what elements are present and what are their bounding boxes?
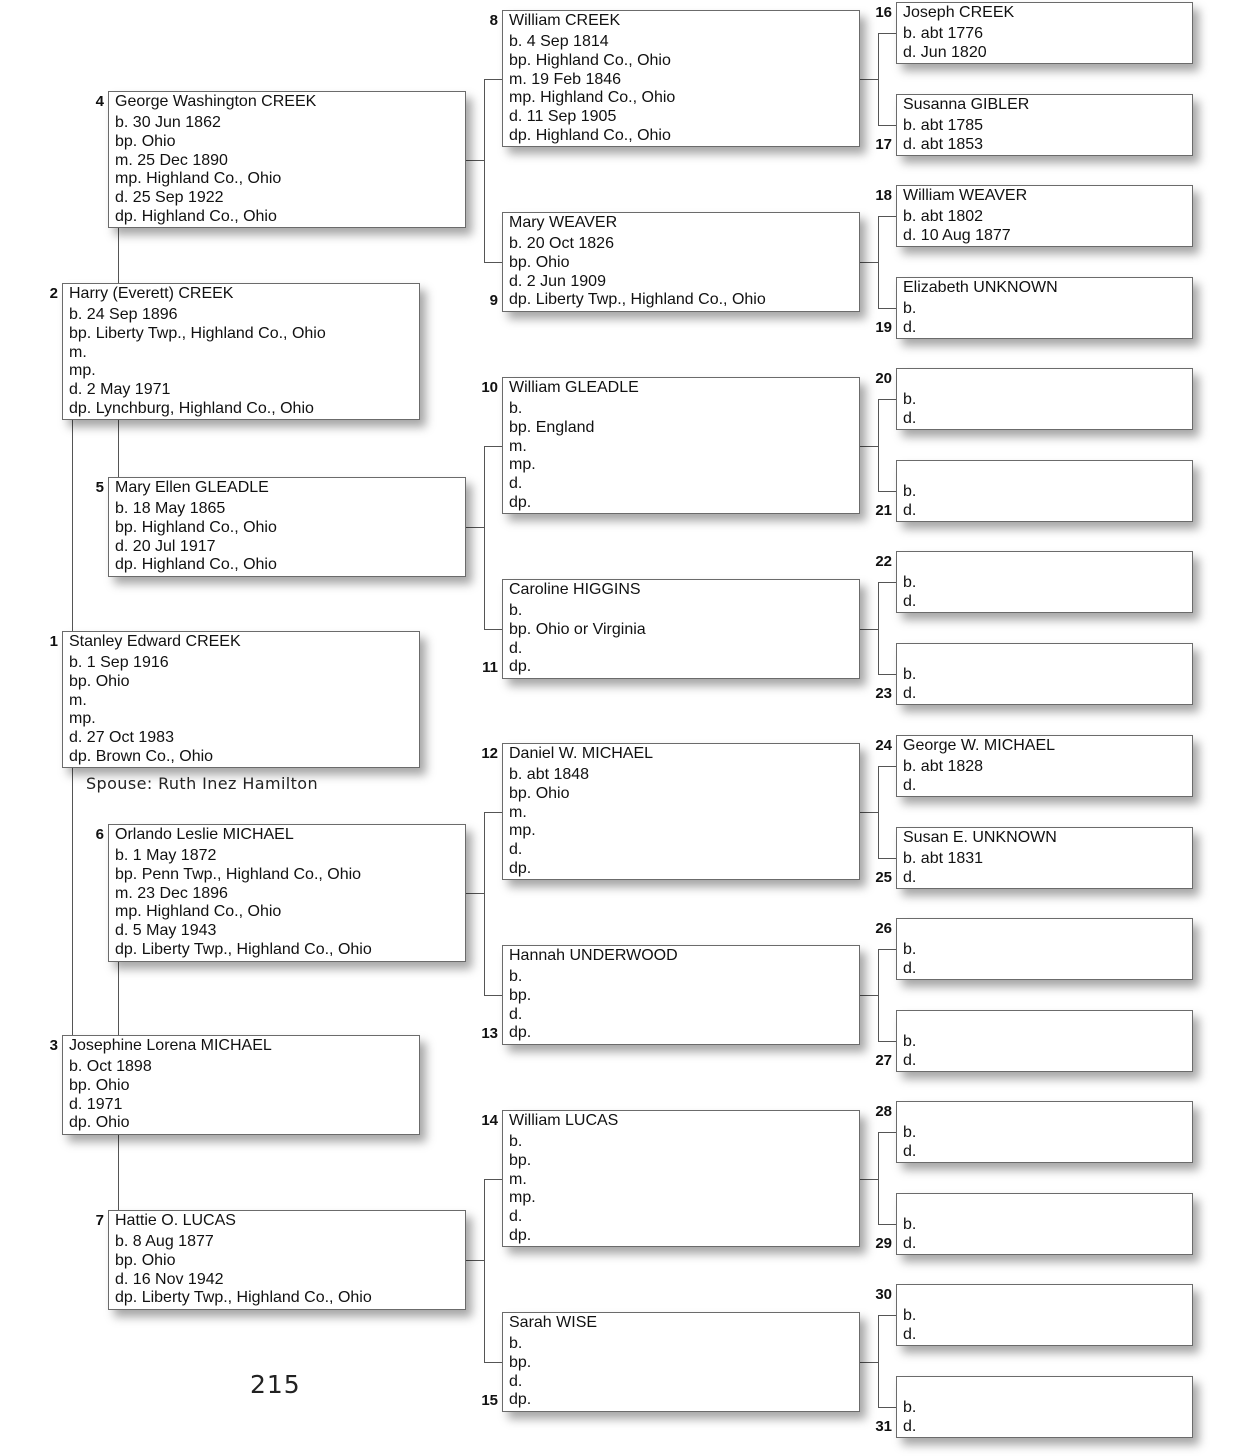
ahnentafel-number: 9 bbox=[489, 292, 498, 309]
person-fact: b. 8 Aug 1877 bbox=[115, 1233, 214, 1250]
person-fact: m. bbox=[509, 437, 527, 455]
person-box[interactable] bbox=[62, 631, 420, 768]
ahnentafel-number: 1 bbox=[49, 633, 58, 650]
person-box[interactable] bbox=[502, 743, 860, 880]
ahnentafel-number: 8 bbox=[489, 12, 498, 29]
person-fact: b. Oct 1898 bbox=[69, 1058, 152, 1075]
person-fact: d. 1971 bbox=[69, 1095, 123, 1113]
person-box[interactable] bbox=[502, 945, 860, 1045]
person-fact: b. bbox=[903, 1216, 917, 1233]
person-fact: b. bbox=[509, 1335, 523, 1352]
connector-line bbox=[878, 33, 896, 34]
person-name: Josephine Lorena MICHAEL bbox=[69, 1037, 272, 1054]
person-name bbox=[903, 462, 1192, 483]
person-fact: mp. Highland Co., Ohio bbox=[115, 903, 282, 921]
person-box[interactable] bbox=[896, 1193, 1193, 1255]
person-name bbox=[903, 645, 1192, 666]
person-fact: d. 27 Oct 1983 bbox=[69, 729, 174, 747]
connector-line bbox=[878, 1315, 879, 1407]
person-box[interactable] bbox=[896, 460, 1193, 522]
person-name: George W. MICHAEL bbox=[903, 737, 1056, 754]
person-fact: d. 16 Nov 1942 bbox=[115, 1270, 224, 1288]
person-fact: b. abt 1802 bbox=[903, 208, 984, 225]
person-fact: bp. Ohio bbox=[115, 132, 176, 150]
person-fact: m. bbox=[509, 1170, 527, 1188]
person-fact: dp. bbox=[509, 1226, 532, 1244]
person-fact: b. bbox=[509, 1133, 523, 1150]
person-fact: bp. Highland Co., Ohio bbox=[509, 51, 671, 69]
ahnentafel-number: 10 bbox=[481, 379, 498, 396]
person-fact: mp. bbox=[509, 456, 536, 474]
person-fact: mp. Highland Co., Ohio bbox=[115, 170, 282, 188]
person-fact: b. bbox=[903, 1307, 917, 1324]
person-box[interactable] bbox=[502, 1312, 860, 1412]
ahnentafel-number: 6 bbox=[95, 826, 104, 843]
person-fact: bp. England bbox=[509, 418, 595, 436]
spouse-line: Spouse: Ruth Inez Hamilton bbox=[86, 774, 319, 793]
person-fact: bp. bbox=[509, 986, 532, 1004]
person-fact: b. abt 1828 bbox=[903, 758, 984, 775]
ahnentafel-number: 28 bbox=[875, 1103, 892, 1120]
person-fact: d. abt 1853 bbox=[903, 135, 984, 153]
person-box[interactable] bbox=[896, 551, 1193, 613]
connector-line bbox=[878, 399, 896, 400]
ahnentafel-number: 19 bbox=[875, 319, 892, 336]
person-name: Mary WEAVER bbox=[509, 214, 618, 231]
connector-line bbox=[860, 995, 878, 996]
connector-line bbox=[466, 1260, 484, 1261]
connector-line bbox=[466, 160, 484, 161]
ahnentafel-number: 29 bbox=[875, 1235, 892, 1252]
connector-line bbox=[466, 527, 484, 528]
person-name: Caroline HIGGINS bbox=[509, 581, 641, 598]
person-fact: b. abt 1776 bbox=[903, 25, 984, 42]
person-fact: d. bbox=[903, 1051, 917, 1069]
person-fact: d. 5 May 1943 bbox=[115, 922, 217, 940]
person-fact: bp. Ohio bbox=[115, 1251, 176, 1269]
connector-line bbox=[860, 1179, 878, 1180]
person-box[interactable] bbox=[896, 277, 1193, 339]
connector-line bbox=[484, 812, 502, 813]
person-fact: dp. Highland Co., Ohio bbox=[115, 556, 277, 574]
person-box[interactable] bbox=[896, 1010, 1193, 1072]
person-name: Elizabeth UNKNOWN bbox=[903, 279, 1058, 296]
person-name: Harry (Everett) CREEK bbox=[69, 285, 234, 302]
person-name bbox=[903, 553, 1192, 574]
person-name bbox=[903, 920, 1192, 941]
connector-line bbox=[118, 420, 119, 477]
connector-line bbox=[118, 1134, 119, 1210]
person-box[interactable] bbox=[896, 368, 1193, 430]
connector-line bbox=[878, 308, 896, 309]
person-fact: mp. bbox=[509, 822, 536, 840]
person-box[interactable] bbox=[896, 918, 1193, 980]
person-fact: dp. Lynchburg, Highland Co., Ohio bbox=[69, 399, 314, 417]
person-box[interactable] bbox=[896, 1101, 1193, 1163]
connector-line bbox=[860, 1362, 878, 1363]
person-fact: mp. Highland Co., Ohio bbox=[509, 89, 676, 107]
person-fact: d. 10 Aug 1877 bbox=[903, 226, 1011, 244]
connector-line bbox=[484, 1179, 485, 1362]
person-box[interactable] bbox=[502, 1110, 860, 1247]
person-box[interactable] bbox=[108, 91, 466, 228]
person-fact: bp. Ohio bbox=[69, 1076, 130, 1094]
connector-line bbox=[860, 446, 878, 447]
person-name: Sarah WISE bbox=[509, 1314, 598, 1331]
person-fact: m. bbox=[509, 803, 527, 821]
person-name: Daniel W. MICHAEL bbox=[509, 745, 654, 762]
connector-line bbox=[484, 446, 502, 447]
person-fact: b. abt 1831 bbox=[903, 850, 984, 867]
person-fact: d. bbox=[903, 1234, 917, 1252]
person-fact: d. bbox=[509, 475, 523, 493]
person-fact: dp. bbox=[509, 1391, 532, 1409]
person-fact: b. bbox=[903, 1399, 917, 1416]
person-fact: dp. bbox=[509, 493, 532, 511]
ahnentafel-number: 14 bbox=[481, 1112, 498, 1129]
connector-line bbox=[860, 629, 878, 630]
connector-line bbox=[484, 1362, 502, 1363]
person-name: Stanley Edward CREEK bbox=[69, 633, 241, 650]
person-box[interactable] bbox=[896, 185, 1193, 247]
person-fact: bp. Highland Co., Ohio bbox=[115, 518, 277, 536]
person-fact: b. abt 1785 bbox=[903, 117, 984, 134]
connector-line bbox=[878, 125, 896, 126]
person-fact: d. bbox=[903, 868, 917, 886]
person-box[interactable] bbox=[896, 1376, 1193, 1438]
person-fact: b. abt 1848 bbox=[509, 766, 590, 783]
ahnentafel-number: 21 bbox=[875, 502, 892, 519]
ahnentafel-number: 13 bbox=[481, 1025, 498, 1042]
connector-line bbox=[878, 582, 879, 674]
person-name bbox=[903, 1103, 1192, 1124]
person-fact: mp. bbox=[509, 1189, 536, 1207]
connector-line bbox=[878, 582, 896, 583]
person-name bbox=[903, 1286, 1192, 1307]
person-fact: d. bbox=[903, 318, 917, 336]
person-name: George Washington CREEK bbox=[115, 93, 317, 110]
person-fact: d. bbox=[903, 776, 917, 794]
connector-line bbox=[878, 766, 879, 858]
person-fact: b. bbox=[903, 666, 917, 683]
person-fact: d. 20 Jul 1917 bbox=[115, 537, 216, 555]
person-box[interactable] bbox=[62, 1035, 420, 1135]
person-fact: b. 1 May 1872 bbox=[115, 847, 217, 864]
person-box[interactable] bbox=[502, 10, 860, 147]
person-fact: dp. bbox=[509, 1024, 532, 1042]
person-fact: d. bbox=[903, 592, 917, 610]
connector-line bbox=[878, 1132, 879, 1224]
person-fact: d. 2 May 1971 bbox=[69, 381, 171, 399]
person-fact: b. bbox=[509, 400, 523, 417]
ahnentafel-number: 2 bbox=[49, 285, 58, 302]
connector-line bbox=[878, 766, 896, 767]
person-fact: b. bbox=[903, 1033, 917, 1050]
person-fact: dp. bbox=[509, 859, 532, 877]
person-fact: d. bbox=[509, 639, 523, 657]
ahnentafel-number: 22 bbox=[875, 553, 892, 570]
ahnentafel-number: 25 bbox=[875, 869, 892, 886]
person-box[interactable] bbox=[896, 643, 1193, 705]
connector-line bbox=[484, 1179, 502, 1180]
person-fact: mp. bbox=[69, 362, 96, 380]
person-name bbox=[903, 370, 1192, 391]
ahnentafel-number: 7 bbox=[95, 1212, 104, 1229]
person-fact: bp. Ohio bbox=[509, 784, 570, 802]
person-fact: dp. bbox=[509, 658, 532, 676]
person-fact: m. 23 Dec 1896 bbox=[115, 884, 228, 902]
person-fact: d. bbox=[903, 409, 917, 427]
connector-line bbox=[878, 33, 879, 125]
person-fact: bp. Ohio bbox=[509, 253, 570, 271]
ahnentafel-number: 18 bbox=[875, 187, 892, 204]
ahnentafel-number: 24 bbox=[875, 737, 892, 754]
ahnentafel-number: 31 bbox=[875, 1418, 892, 1435]
person-fact: b. 24 Sep 1896 bbox=[69, 306, 178, 323]
person-fact: dp. Liberty Twp., Highland Co., Ohio bbox=[115, 1289, 372, 1307]
person-fact: d. bbox=[903, 501, 917, 519]
person-name: Joseph CREEK bbox=[903, 4, 1015, 21]
person-fact: bp. Ohio or Virginia bbox=[509, 620, 646, 638]
ahnentafel-number: 26 bbox=[875, 920, 892, 937]
person-fact: d. 25 Sep 1922 bbox=[115, 189, 224, 207]
person-box[interactable] bbox=[502, 579, 860, 679]
connector-line bbox=[878, 949, 879, 1041]
connector-line bbox=[484, 446, 485, 629]
person-fact: mp. bbox=[69, 710, 96, 728]
connector-line bbox=[484, 79, 485, 262]
person-fact: bp. Ohio bbox=[69, 672, 130, 690]
connector-line bbox=[878, 491, 896, 492]
person-box[interactable] bbox=[502, 377, 860, 514]
person-fact: dp. Highland Co., Ohio bbox=[509, 126, 671, 144]
connector-line bbox=[878, 216, 896, 217]
connector-line bbox=[878, 1407, 896, 1408]
person-fact: d. Jun 1820 bbox=[903, 43, 987, 61]
person-fact: bp. bbox=[509, 1151, 532, 1169]
person-fact: d. bbox=[903, 1142, 917, 1160]
person-fact: dp. Ohio bbox=[69, 1114, 130, 1132]
person-fact: b. bbox=[509, 602, 523, 619]
person-name: Mary Ellen GLEADLE bbox=[115, 479, 269, 496]
connector-line bbox=[878, 858, 896, 859]
person-box[interactable] bbox=[896, 1284, 1193, 1346]
person-box[interactable] bbox=[896, 735, 1193, 797]
person-box[interactable] bbox=[896, 94, 1193, 156]
ahnentafel-number: 5 bbox=[95, 479, 104, 496]
person-box[interactable] bbox=[108, 1210, 466, 1310]
connector-line bbox=[878, 216, 879, 308]
person-name bbox=[903, 1012, 1192, 1033]
person-fact: d. bbox=[903, 1325, 917, 1343]
person-fact: m. bbox=[69, 343, 87, 361]
person-fact: b. 30 Jun 1862 bbox=[115, 114, 221, 131]
person-box[interactable] bbox=[896, 827, 1193, 889]
person-fact: b. bbox=[903, 1124, 917, 1141]
person-box[interactable] bbox=[502, 212, 860, 312]
ahnentafel-number: 11 bbox=[482, 659, 498, 676]
person-name: Susanna GIBLER bbox=[903, 96, 1030, 113]
person-fact: bp. Liberty Twp., Highland Co., Ohio bbox=[69, 324, 326, 342]
connector-line bbox=[878, 399, 879, 491]
person-fact: d. bbox=[509, 841, 523, 859]
connector-line bbox=[860, 79, 878, 80]
person-fact: m. 19 Feb 1846 bbox=[509, 70, 622, 88]
person-fact: d. bbox=[509, 1208, 523, 1226]
person-fact: b. 4 Sep 1814 bbox=[509, 33, 609, 50]
person-fact: dp. Brown Co., Ohio bbox=[69, 747, 214, 765]
person-box[interactable] bbox=[896, 2, 1193, 64]
person-fact: d. bbox=[509, 1372, 523, 1390]
ahnentafel-number: 30 bbox=[875, 1286, 892, 1303]
person-fact: dp. Highland Co., Ohio bbox=[115, 207, 277, 225]
person-fact: b. bbox=[903, 941, 917, 958]
connector-line bbox=[118, 962, 119, 1035]
person-fact: bp. Penn Twp., Highland Co., Ohio bbox=[115, 865, 362, 883]
connector-line bbox=[878, 1315, 896, 1316]
person-fact: b. bbox=[903, 574, 917, 591]
person-fact: b. 18 May 1865 bbox=[115, 500, 226, 517]
person-fact: b. 1 Sep 1916 bbox=[69, 654, 169, 671]
person-fact: b. bbox=[903, 300, 917, 317]
person-fact: m. 25 Dec 1890 bbox=[115, 151, 228, 169]
connector-line bbox=[878, 1041, 896, 1042]
person-fact: d. bbox=[509, 1005, 523, 1023]
person-name: William GLEADLE bbox=[509, 379, 639, 396]
ahnentafel-number: 20 bbox=[875, 370, 892, 387]
person-name: Orlando Leslie MICHAEL bbox=[115, 826, 294, 843]
person-fact: dp. Liberty Twp., Highland Co., Ohio bbox=[509, 291, 766, 309]
connector-line bbox=[484, 79, 502, 80]
person-fact: d. 11 Sep 1905 bbox=[509, 108, 617, 126]
ahnentafel-number: 16 bbox=[875, 4, 892, 21]
person-fact: bp. bbox=[509, 1353, 532, 1371]
person-name: William CREEK bbox=[509, 12, 621, 29]
ahnentafel-number: 23 bbox=[875, 685, 892, 702]
person-name: Hattie O. LUCAS bbox=[115, 1212, 236, 1229]
ahnentafel-number: 12 bbox=[481, 745, 498, 762]
person-fact: m. bbox=[69, 691, 87, 709]
person-fact: b. 20 Oct 1826 bbox=[509, 235, 614, 252]
ahnentafel-number: 17 bbox=[875, 136, 892, 153]
ahnentafel-number: 4 bbox=[95, 93, 104, 110]
connector-line bbox=[878, 674, 896, 675]
person-name bbox=[903, 1195, 1192, 1216]
connector-line bbox=[484, 995, 502, 996]
person-fact: d. bbox=[903, 1417, 917, 1435]
person-name: Susan E. UNKNOWN bbox=[903, 829, 1057, 846]
connector-line bbox=[118, 228, 119, 283]
person-fact: d. bbox=[903, 684, 917, 702]
connector-line bbox=[466, 893, 484, 894]
connector-line bbox=[878, 949, 896, 950]
person-name bbox=[903, 1378, 1192, 1399]
person-fact: d. 2 Jun 1909 bbox=[509, 272, 606, 290]
person-fact: b. bbox=[509, 968, 523, 985]
person-fact: dp. Liberty Twp., Highland Co., Ohio bbox=[115, 940, 372, 958]
connector-line bbox=[484, 812, 485, 995]
connector-line bbox=[878, 1132, 896, 1133]
connector-line bbox=[484, 629, 502, 630]
connector-line bbox=[860, 262, 878, 263]
ahnentafel-number: 15 bbox=[481, 1392, 498, 1409]
ahnentafel-number: 27 bbox=[875, 1052, 892, 1069]
person-fact: b. bbox=[903, 483, 917, 500]
person-fact: d. bbox=[903, 959, 917, 977]
person-name: William LUCAS bbox=[509, 1112, 619, 1129]
connector-line bbox=[878, 1224, 896, 1225]
person-name: Hannah UNDERWOOD bbox=[509, 947, 678, 964]
person-box[interactable] bbox=[62, 283, 420, 420]
ahnentafel-number: 3 bbox=[49, 1037, 58, 1054]
connector-line bbox=[484, 262, 502, 263]
person-name: William WEAVER bbox=[903, 187, 1028, 204]
person-box[interactable] bbox=[108, 477, 466, 577]
page-number: 215 bbox=[250, 1370, 301, 1399]
person-box[interactable] bbox=[108, 824, 466, 962]
person-fact: b. bbox=[903, 391, 917, 408]
connector-line bbox=[860, 812, 878, 813]
